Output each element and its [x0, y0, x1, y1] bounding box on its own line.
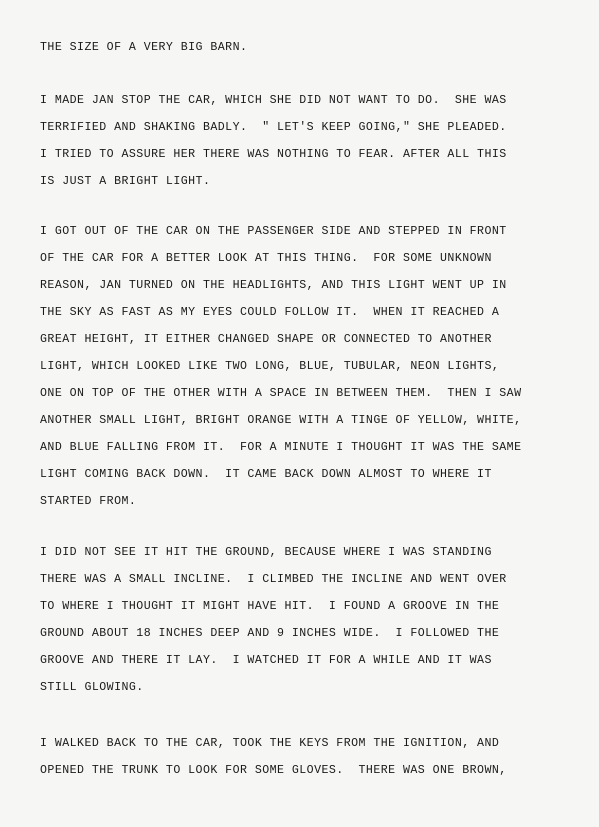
text-line: GROUND ABOUT 18 INCHES DEEP AND 9 INCHES WIDE. I FOLLOWED THE — [40, 627, 500, 640]
text-line: I TRIED TO ASSURE HER THERE WAS NOTHING TO FEAR. AFTER ALL THIS — [40, 148, 507, 161]
text-line: LIGHT, WHICH LOOKED LIKE TWO LONG, BLUE, TUBULAR, NEON LIGHTS, — [40, 360, 500, 373]
text-line: GROOVE AND THERE IT LAY. I WATCHED IT FOR A WHILE AND IT WAS — [40, 654, 492, 667]
text-line: TO WHERE I THOUGHT IT MIGHT HAVE HIT. I FOUND A GROOVE IN THE — [40, 600, 500, 613]
text-line: GREAT HEIGHT, IT EITHER CHANGED SHAPE OR CONNECTED TO ANOTHER — [40, 333, 492, 346]
text-line: THE SKY AS FAST AS MY EYES COULD FOLLOW IT. WHEN IT REACHED A — [40, 306, 500, 319]
text-line: THE SIZE OF A VERY BIG BARN. — [40, 41, 248, 54]
text-line: I WALKED BACK TO THE CAR, TOOK THE KEYS FROM THE IGNITION, AND — [40, 737, 500, 750]
text-line: IS JUST A BRIGHT LIGHT. — [40, 175, 211, 188]
text-line: ANOTHER SMALL LIGHT, BRIGHT ORANGE WITH A TINGE OF YELLOW, WHITE, — [40, 414, 522, 427]
text-line: TERRIFIED AND SHAKING BADLY. " LET'S KEEP GOING," SHE PLEADED. — [40, 121, 507, 134]
text-line: OPENED THE TRUNK TO LOOK FOR SOME GLOVES. THERE WAS ONE BROWN, — [40, 764, 507, 777]
text-line: REASON, JAN TURNED ON THE HEADLIGHTS, AND THIS LIGHT WENT UP IN — [40, 279, 507, 292]
text-line: STARTED FROM. — [40, 495, 137, 508]
text-line: OF THE CAR FOR A BETTER LOOK AT THIS THING. FOR SOME UNKNOWN — [40, 252, 492, 265]
text-line: LIGHT COMING BACK DOWN. IT CAME BACK DOWN ALMOST TO WHERE IT — [40, 468, 492, 481]
text-line: THERE WAS A SMALL INCLINE. I CLIMBED THE INCLINE AND WENT OVER — [40, 573, 507, 586]
text-line: ONE ON TOP OF THE OTHER WITH A SPACE IN BETWEEN THEM. THEN I SAW — [40, 387, 522, 400]
text-line: I MADE JAN STOP THE CAR, WHICH SHE DID NOT WANT TO DO. SHE WAS — [40, 94, 507, 107]
text-line: I GOT OUT OF THE CAR ON THE PASSENGER SIDE AND STEPPED IN FRONT — [40, 225, 507, 238]
text-line: AND BLUE FALLING FROM IT. FOR A MINUTE I THOUGHT IT WAS THE SAME — [40, 441, 522, 454]
text-line: I DID NOT SEE IT HIT THE GROUND, BECAUSE WHERE I WAS STANDING — [40, 546, 492, 559]
text-line: STILL GLOWING. — [40, 681, 144, 694]
